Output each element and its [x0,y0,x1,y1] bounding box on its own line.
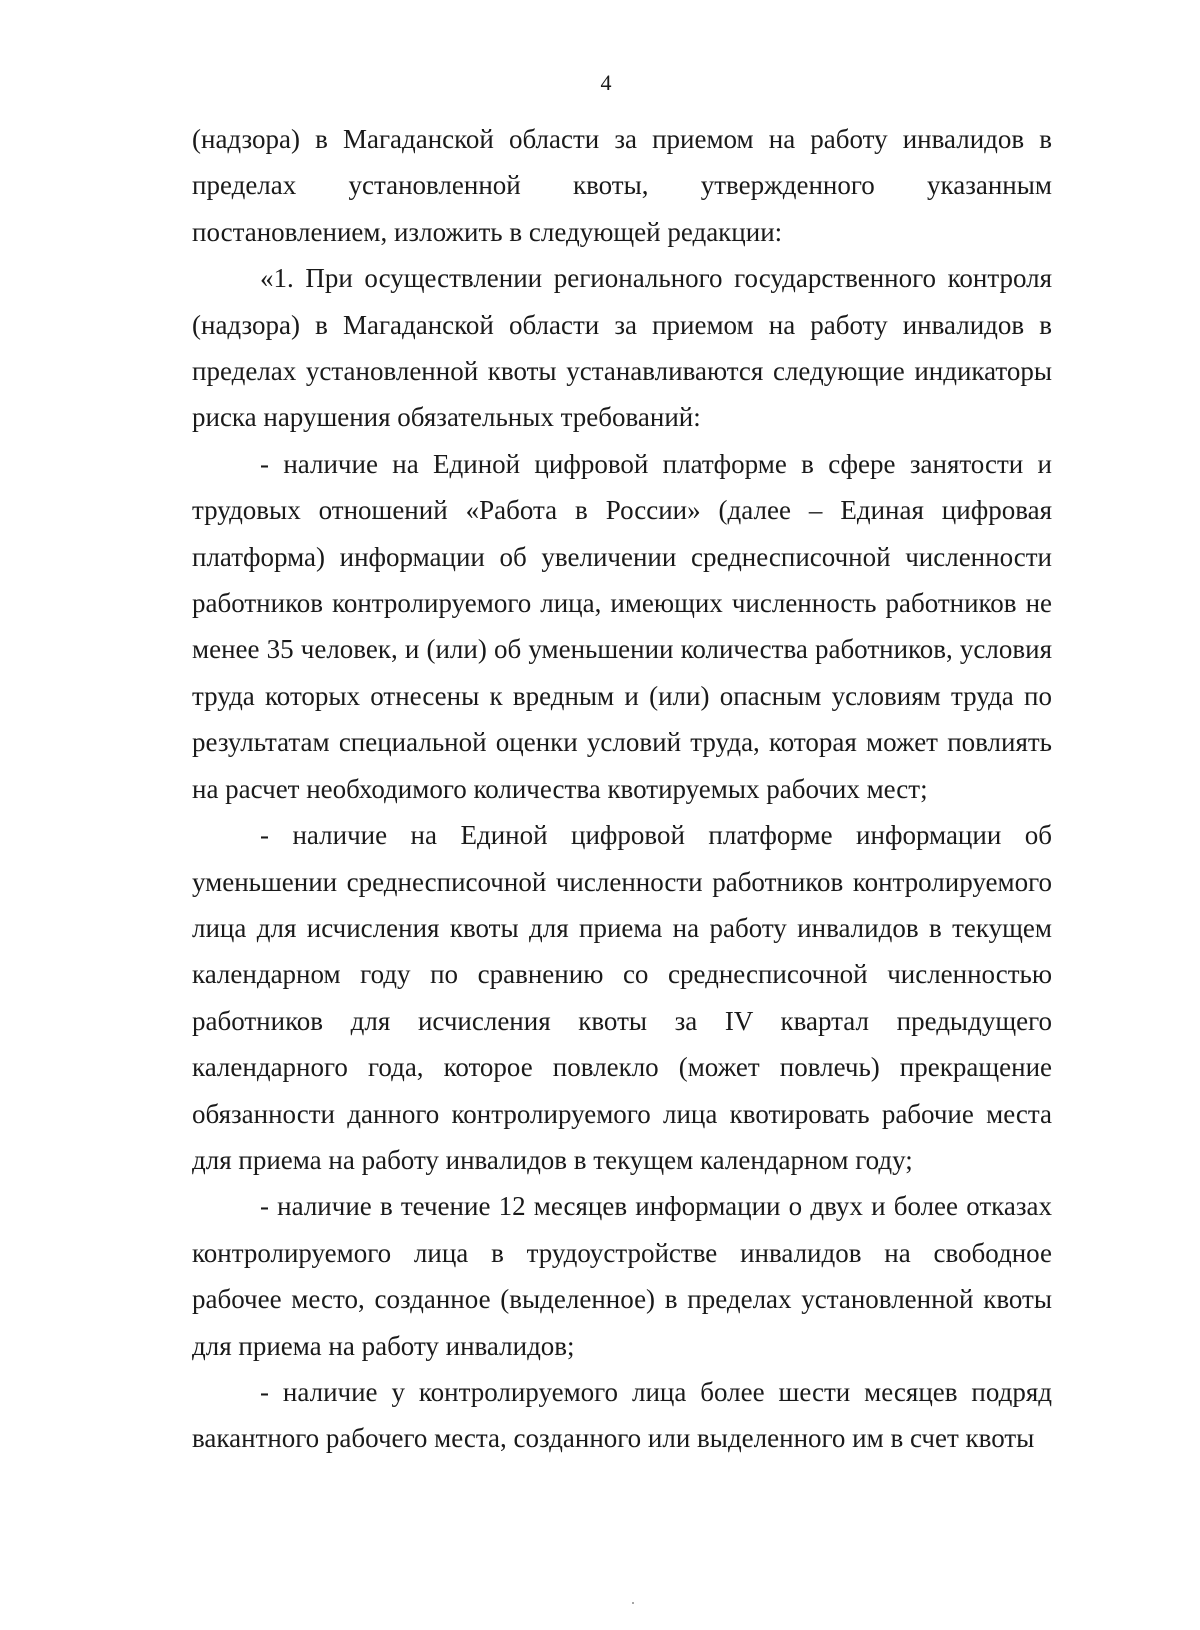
paragraph-clause-1: «1. При осуществлении регионального государственного контроля (надзора) в Магаданской области за приемом на работу инвалидов в пределах установленной квоты устанавливаются следующие индикаторы риска нарушения обязательных требований: [192,263,1052,433]
scan-speck [632,1602,634,1604]
document-body [192,116,1052,1462]
page-number: 4 [600,70,612,95]
paragraph-indicator-4: - наличие у контролируемого лица более шести месяцев подряд вакантного рабочего места, созданного или выделенного им в счет квоты [192,1376,1052,1454]
paragraph-indicator-2: - наличие на Единой цифровой платформе информации об уменьшении среднесписочной численности работников контролируемого лица для исчисления квоты для приема на работу инвалидов в текущем календарном году по сравнению со среднесписочной численностью работников для исчисления квоты за IV квартал предыдущего календарного года, которое повлекло (может повлечь) прекращение обязанности данного контролируемого лица квотировать рабочие места для приема на работу инвалидов в текущем календарном году; [192,820,1052,1175]
paragraph-indicator-1: - наличие на Единой цифровой платформе в сфере занятости и трудовых отношений «Работа в России» (далее – Единая цифровая платформа) информации об увеличении среднесписочной численности работников контролируемого лица, имеющих численность работников не менее 35 человек, и (или) об уменьшении количества работников, условия труда которых отнесены к вредным и (или) опасным условиям труда по результатам специальной оценки условий труда, которая может повлиять на расчет необходимого количества квотируемых рабочих мест; [192,448,1052,804]
paragraph-indicator-3: - наличие в течение 12 месяцев информации о двух и более отказах контролируемого лица в трудоустройстве инвалидов на свободное рабочее место, созданное (выделенное) в пределах установленной квоты для приема на работу инвалидов; [192,1191,1052,1361]
paragraph-continuation: (надзора) в Магаданской области за приемом на работу инвалидов в пределах установленной квоты, утвержденного указанным постановлением, изложить в следующей редакции: [192,124,1052,247]
